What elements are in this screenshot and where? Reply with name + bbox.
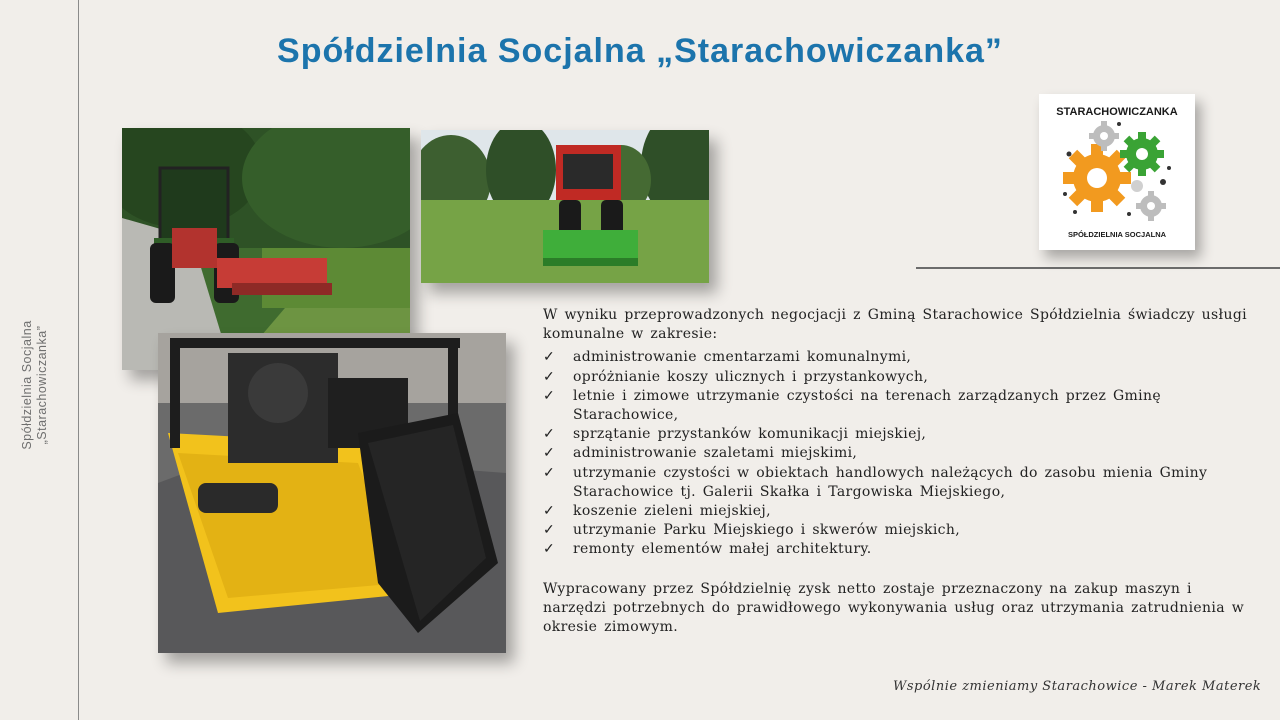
company-logo <box>1039 94 1195 250</box>
list-item <box>543 387 1255 425</box>
service-text: sprzątanie przystanków komunikacji miejskiej, <box>573 426 927 443</box>
logo-top-text: STARACHOWICZANKA <box>1056 106 1178 118</box>
list-item <box>543 444 1255 463</box>
checkmark-icon: ✓ <box>543 368 556 385</box>
list-item <box>543 348 1255 367</box>
service-text: utrzymanie czystości w obiektach handlowych należących do zasobu mienia Gminy Starachowice tj. Galerii Skałka i Targowiska Miejskiego, <box>573 464 1208 500</box>
yellow-tracked-mower-photo <box>158 333 506 653</box>
red-tractor-flail-mower-photo <box>421 130 709 283</box>
checkmark-icon: ✓ <box>543 503 556 520</box>
service-text: letnie i zimowe utrzymanie czystości na terenach zarządzanych przez Gminę Starachowice, <box>573 387 1161 424</box>
page-title: Spółdzielnia Socjalna „Starachowiczanka” <box>277 32 1003 70</box>
checkmark-icon: ✓ <box>543 445 556 462</box>
checkmark-icon: ✓ <box>543 541 556 558</box>
side-label-line1: Spółdzielnia Socjalna <box>20 320 34 450</box>
service-text: utrzymanie Parku Miejskiego i skwerów miejskich, <box>573 522 961 539</box>
green-gear-icon <box>1120 132 1164 176</box>
gray-gear-icon <box>1136 191 1166 221</box>
service-text: administrowanie szaletami miejskimi, <box>573 445 858 462</box>
logo-bottom-text: SPÓŁDZIELNIA SOCJALNA <box>1067 230 1167 239</box>
right-divider-line <box>916 267 1280 269</box>
service-text: administrowanie cmentarzami komunalnymi, <box>573 349 912 366</box>
left-divider-line <box>78 0 79 720</box>
services-description <box>543 306 1255 637</box>
list-item <box>543 540 1255 559</box>
service-text: opróżnianie koszy ulicznych i przystankowych, <box>573 368 929 385</box>
service-text: remonty elementów małej architektury. <box>573 541 872 558</box>
checkmark-icon: ✓ <box>543 464 556 481</box>
list-item <box>543 368 1255 387</box>
closing-paragraph: Wypracowany przez Spółdzielnię zysk netto zostaje przeznaczony na zakup maszyn i narzędzi potrzebnych do prawidłowego wykonywania usług oraz utrzymania zatrudnienia w okresie zimowym. <box>543 580 1245 636</box>
side-label-line2: „Starachowiczanka” <box>35 325 49 445</box>
services-list <box>543 348 1255 559</box>
list-item <box>543 502 1255 521</box>
intro-paragraph: W wyniku przeprowadzonych negocjacji z Gminą Starachowice Spółdzielnia świadczy usługi komunalne w zakresie: <box>543 307 1247 343</box>
checkmark-icon: ✓ <box>543 387 556 404</box>
footer-slogan: Wspólnie zmieniamy Starachowice - Marek Materek <box>893 679 1262 694</box>
checkmark-icon: ✓ <box>543 426 556 443</box>
checkmark-icon: ✓ <box>543 522 556 539</box>
checkmark-icon: ✓ <box>543 349 556 366</box>
service-text: koszenie zieleni miejskiej, <box>573 503 771 520</box>
side-label <box>20 300 50 470</box>
list-item <box>543 521 1255 540</box>
list-item <box>543 425 1255 444</box>
list-item <box>543 464 1255 502</box>
